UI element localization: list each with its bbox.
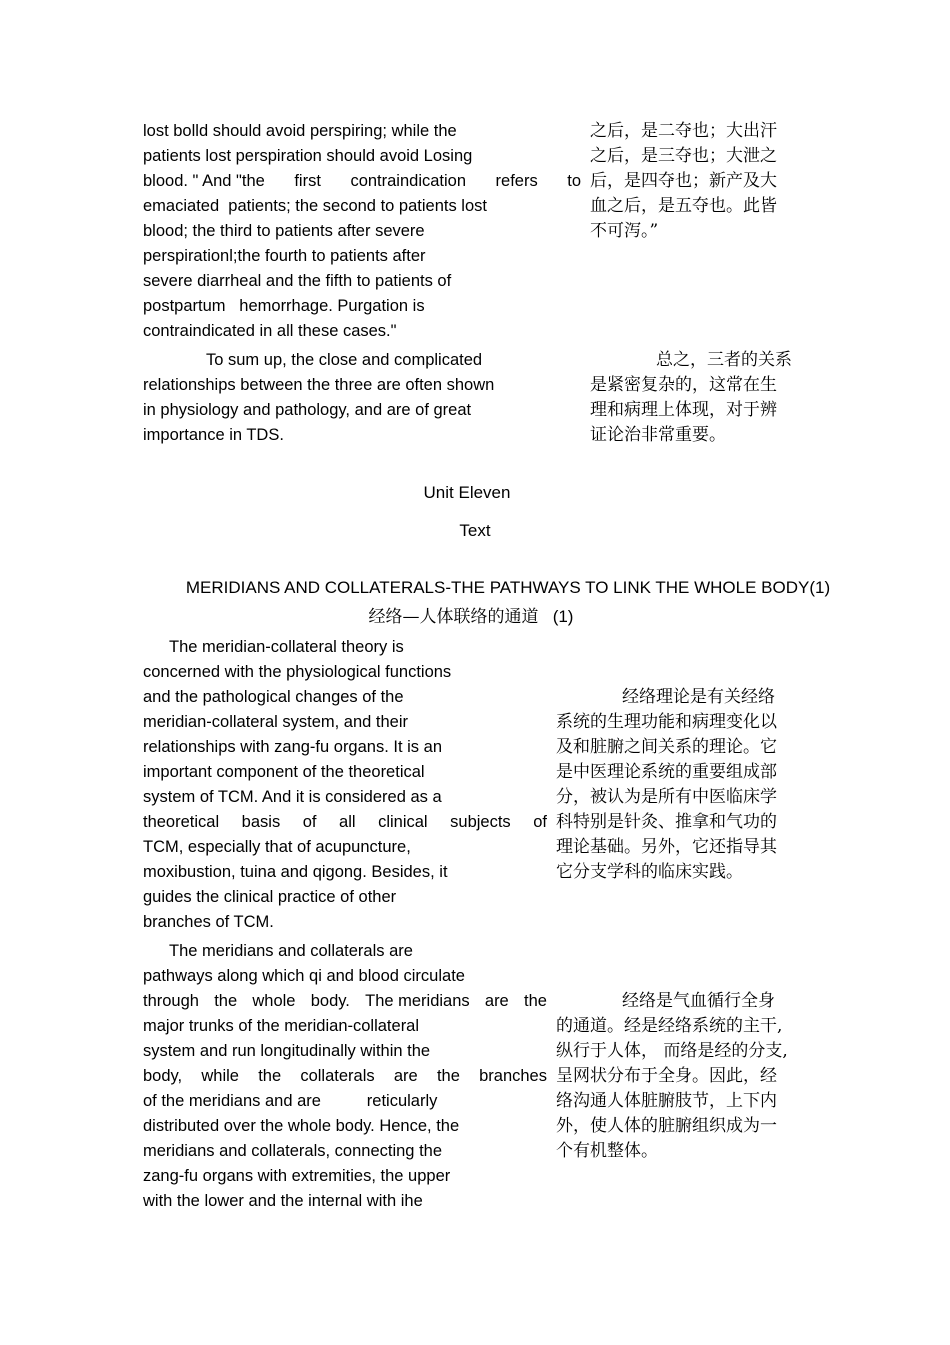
text-line: guides the clinical practice of other [143, 888, 397, 906]
section-title-zh-line [0, 605, 946, 629]
text-line: moxibustion, tuina and qigong. Besides, it [143, 863, 448, 881]
text-line: To sum up, the close and complicated [206, 351, 483, 369]
word: through [143, 992, 199, 1010]
text-line: emaciated patients; the second to patients lost [143, 197, 487, 215]
text-line: system and run longitudinally within the [143, 1042, 431, 1060]
zh-line: 理论基础。另外，它还指导其 [556, 837, 777, 857]
text-line: and the pathological changes of the [143, 688, 404, 706]
zh-line: 及和脏腑之间关系的理论。它 [556, 737, 777, 757]
word: while [201, 1067, 239, 1085]
zh-line: 经络是气血循行全身 [622, 991, 775, 1011]
section-title-num: (1) [552, 607, 574, 626]
zh-line: 科特别是针灸、推拿和气功的 [556, 812, 777, 832]
text-line-justified [143, 989, 547, 1014]
text-line: severe diarrheal and the fifth to patients of [143, 272, 452, 290]
zh-line: 经络理论是有关经络 [622, 687, 775, 707]
word: the [436, 1067, 460, 1085]
text-line-justified [143, 1064, 547, 1089]
text-line: meridians and collaterals, connecting the [143, 1142, 443, 1160]
zh-line: 是中医理论系统的重要组成部 [556, 762, 777, 782]
text-line: zang-fu organs with extremities, the upper [143, 1167, 451, 1185]
word: branches [479, 1067, 547, 1085]
text-line: important component of the theoretical [143, 763, 425, 781]
text-line: of the meridians and are reticularly [143, 1092, 438, 1110]
text-line-justified [143, 810, 547, 835]
zh-line: 纵行于人体， 而络是经的分支, [556, 1041, 788, 1061]
text-line: patients lost perspiration should avoid Losing [143, 147, 473, 165]
text-line: with the lower and the internal with ihe [143, 1192, 423, 1210]
zh-line: 总之，三者的关系 [656, 350, 792, 370]
word: collaterals [300, 1067, 375, 1085]
text-line: concerned with the physiological functions [143, 663, 452, 681]
section-title-en: MERIDIANS AND COLLATERALS-THE PATHWAYS TO LINK THE WHOLE BODY(1) [185, 578, 831, 597]
zh-line: 外，使人体的脏腑组织成为一 [556, 1116, 777, 1136]
text-line: TCM, especially that of acupuncture, [143, 838, 411, 856]
text-line: blood; the third to patients after severe [143, 222, 425, 240]
zh-line: 证论治非常重要。 [590, 425, 726, 445]
word: are [393, 1067, 418, 1085]
text-line: The meridian-collateral theory is [169, 638, 404, 656]
word: of [533, 813, 547, 831]
word: body. [310, 992, 350, 1010]
zh-line: 不可泻。” [590, 221, 659, 241]
text-line: perspirationl;the fourth to patients after [143, 247, 426, 265]
zh-line: 血之后，是五夺也。此皆 [590, 196, 777, 216]
zh-line: 络沟通人体脏腑肢节，上下内 [556, 1091, 777, 1111]
zh-line: 个有机整体。 [556, 1141, 658, 1161]
zh-line: 后，是四夺也；新产及大 [590, 171, 777, 191]
word: The meridians [365, 992, 470, 1010]
text-line: relationships with zang-fu organs. It is an [143, 738, 442, 756]
zh-line: 之后，是三夺也；大泄之 [590, 146, 777, 166]
text-line: importance in TDS. [143, 426, 284, 444]
zh-line: 呈网状分布于全身。因此，经 [556, 1066, 777, 1086]
word: whole [252, 992, 296, 1010]
text-line: postpartum hemorrhage. Purgation is [143, 297, 425, 315]
word: of [302, 813, 317, 831]
word: all [339, 813, 356, 831]
section-title-zh: 经络—人体联络的通道 [368, 607, 539, 627]
word: refers [495, 172, 538, 190]
text-line: lost bolld should avoid perspiring; while the [143, 122, 457, 140]
text-line: in physiology and pathology, and are of great [143, 401, 472, 419]
word: subjects [450, 813, 511, 831]
word: the [214, 992, 238, 1010]
word: contraindication [350, 172, 467, 190]
text-line: meridian-collateral system, and their [143, 713, 409, 731]
word: body, [143, 1067, 183, 1085]
zh-line: 系统的生理功能和病理变化以 [556, 712, 777, 732]
text-line: major trunks of the meridian-collateral [143, 1017, 420, 1035]
zh-line: 是紧密复杂的，这常在生 [590, 375, 777, 395]
word: the [258, 1067, 282, 1085]
zh-line: 之后，是二夺也；大出汗 [590, 121, 777, 141]
text-line: pathways along which qi and blood circulate [143, 967, 465, 985]
word: blood. " And "the [143, 172, 265, 190]
word: theoretical [143, 813, 220, 831]
text-line: distributed over the whole body. Hence, the [143, 1117, 460, 1135]
zh-line: 的通道。经是经络系统的主干, [556, 1016, 783, 1036]
unit-title: Unit Eleven [423, 483, 511, 502]
word: basis [241, 813, 281, 831]
word: first [294, 172, 321, 190]
word: the [523, 992, 547, 1010]
text-heading: Text [459, 521, 491, 540]
text-line: relationships between the three are often shown [143, 376, 495, 394]
text-line: branches of TCM. [143, 913, 274, 931]
zh-line: 它分支学科的临床实践。 [556, 862, 743, 882]
zh-line: 理和病理上体现，对于辨 [590, 400, 777, 420]
word: clinical [378, 813, 428, 831]
word: to [567, 172, 581, 190]
text-line: The meridians and collaterals are [169, 942, 413, 960]
text-line: contraindicated in all these cases." [143, 322, 397, 340]
zh-line: 分，被认为是所有中医临床学 [556, 787, 777, 807]
text-line: system of TCM. And it is considered as a [143, 788, 442, 806]
word: are [484, 992, 509, 1010]
text-line-justified [143, 169, 581, 194]
